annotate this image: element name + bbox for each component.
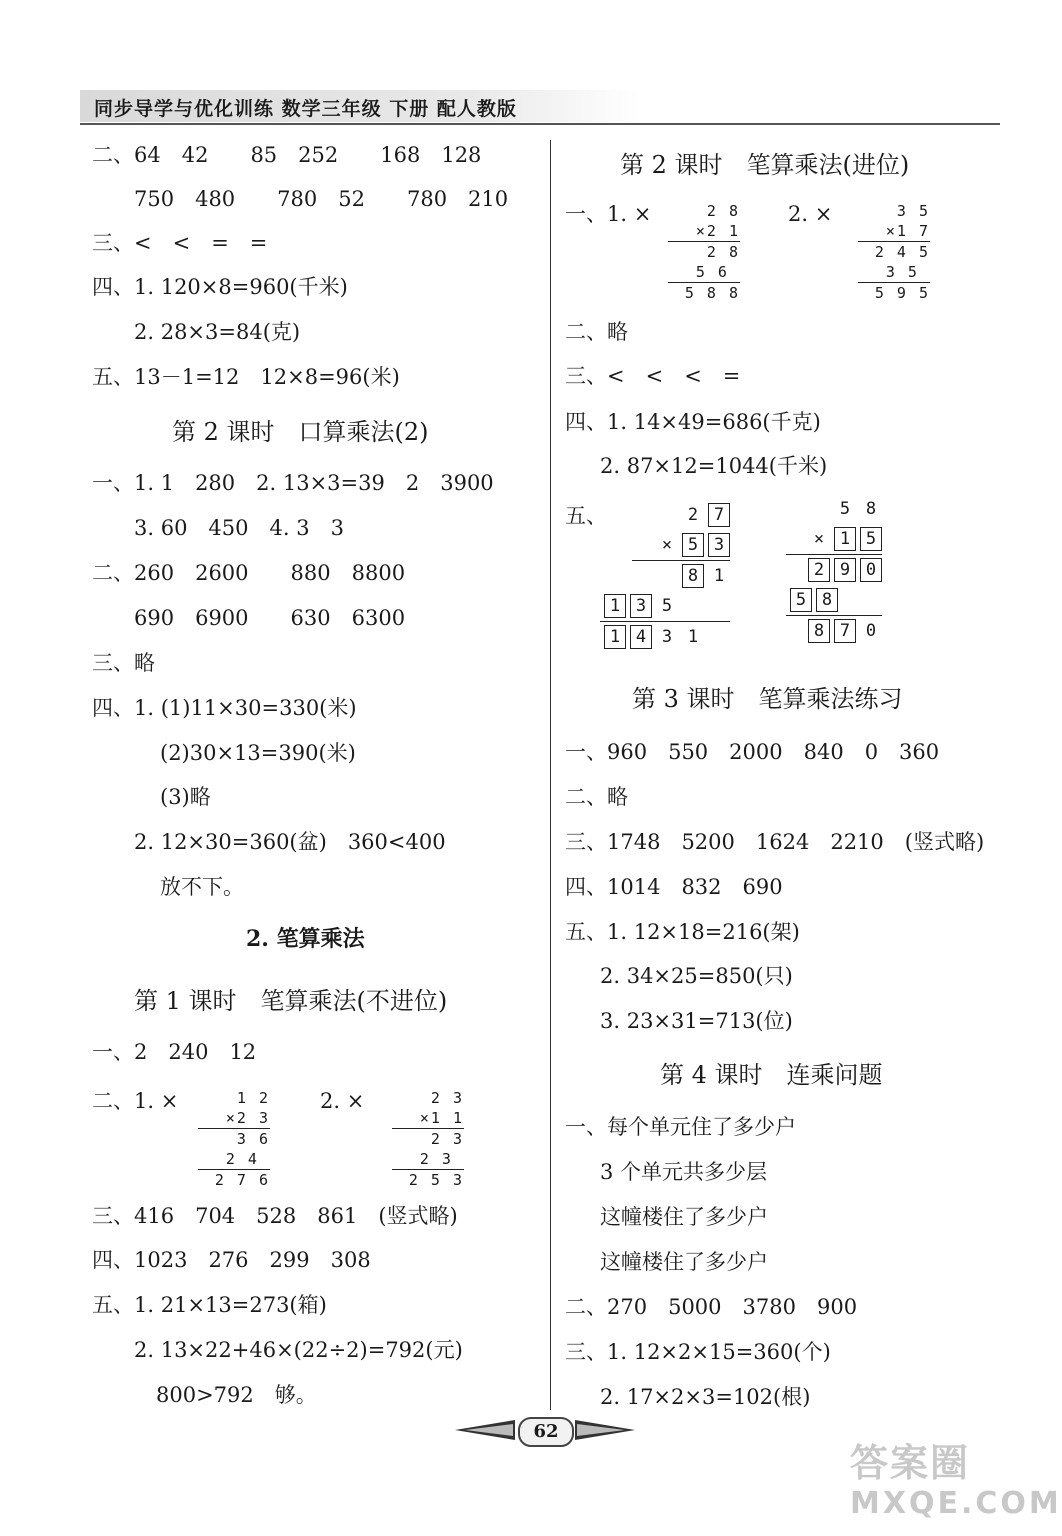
answer-line: 五、1. 12×18=216(架) [565, 920, 800, 944]
watermark-url: MXQE.COM [850, 1486, 1062, 1521]
answer-line: 二、略 [565, 785, 628, 809]
answer-line: (3)略 [160, 785, 211, 809]
digit-box: 3 [630, 594, 652, 618]
multiplier: ×1 1 [419, 1109, 464, 1127]
answer-line: 一、1. 1 280 2. 13×3=39 2 3900 [92, 471, 494, 495]
column-divider [550, 140, 551, 1410]
answer-line: 二、1. × [92, 1089, 179, 1113]
watermark-logo [850, 1440, 1062, 1530]
digit-box: 8 [682, 564, 704, 588]
product: 5 8 8 [684, 284, 740, 302]
answer-line: 这幢楼住了多少户 [600, 1205, 768, 1229]
multiply-sign: × [661, 535, 673, 555]
answer-line: 三、略 [92, 651, 155, 675]
answer-line: 二、略 [565, 320, 628, 344]
multiplier: ×1 7 [885, 222, 930, 240]
multiplier: ×2 1 [695, 222, 740, 240]
lesson-heading: 第 2 课时 笔算乘法(进位) [620, 151, 910, 179]
answer-line: 三、416 704 528 861 (竖式略) [92, 1204, 458, 1228]
digit-box: 2 [808, 558, 830, 582]
lesson-heading: 第 2 课时 口算乘法(2) [172, 418, 429, 446]
answer-line: 3. 60 450 4. 3 3 [134, 516, 344, 540]
answer-line: 800>792 够。 [156, 1383, 317, 1407]
digit-box: 5 [682, 533, 704, 557]
answer-line: 四、1. 120×8=960(千米) [92, 275, 348, 299]
digit-box: 8 [808, 619, 830, 643]
answer-line: 四、1023 276 299 308 [92, 1248, 371, 1272]
digit-box: 7 [708, 503, 730, 527]
multiplier: ×2 3 [225, 1109, 270, 1127]
partial-product: 2 8 [706, 243, 740, 261]
answer-line: 2. × [320, 1089, 365, 1113]
answer-line: 2. 13×22+46×(22÷2)=792(元) [134, 1338, 463, 1362]
answer-line: 五、 [565, 504, 607, 528]
vertical-multiplication [392, 1088, 464, 1190]
digit: 3 [661, 627, 673, 647]
answer-line: 一、每个单元住了多少户 [565, 1115, 796, 1139]
answer-line: 2. 12×30=360(盆) 360<400 [134, 830, 446, 854]
header-title: 同步导学与优化训练 数学三年级 下册 配人教版 [94, 98, 517, 120]
page-number: 62 [518, 1417, 574, 1447]
answer-line: 三、1748 5200 1624 2210 (竖式略) [565, 830, 985, 854]
digit-box: 1 [604, 625, 626, 649]
digit-puzzle [600, 500, 730, 652]
digit-puzzle [786, 494, 882, 646]
digit-box: 5 [860, 527, 882, 551]
lesson-heading: 第 3 课时 笔算乘法练习 [632, 685, 903, 713]
answer-line: 四、1. 14×49=686(千克) [565, 410, 821, 434]
multiplicand: 2 8 [706, 202, 740, 220]
answer-line: (2)30×13=390(米) [160, 741, 356, 765]
partial-product: 2 3 [419, 1150, 464, 1168]
watermark-text: 答案圈 [850, 1441, 971, 1485]
digit-box: 5 [790, 588, 812, 612]
answer-line: 四、1014 832 690 [565, 875, 783, 899]
answer-line: 3. 23×31=713(位) [600, 1009, 793, 1033]
partial-product: 3 5 [885, 263, 930, 281]
partial-product: 2 3 [430, 1130, 464, 1148]
answer-line: 一、960 550 2000 840 0 360 [565, 740, 940, 764]
digit-box: 3 [708, 533, 730, 557]
digit: 0 [865, 621, 877, 641]
header-rule [80, 123, 1000, 125]
digit-box: 4 [630, 625, 652, 649]
vertical-multiplication [198, 1088, 270, 1190]
answer-line: 690 6900 630 6300 [134, 606, 406, 630]
multiplicand: 3 5 [896, 202, 930, 220]
answer-line: 2. 17×2×3=102(根) [600, 1385, 811, 1409]
answer-line: 2. 28×3=84(克) [134, 320, 301, 344]
partial-product: 2 4 [225, 1150, 270, 1168]
digit: 2 [687, 505, 699, 525]
digit-box: 9 [834, 558, 856, 582]
product: 2 7 6 [214, 1171, 270, 1189]
digit: 1 [713, 566, 725, 586]
answer-line: 三、1. 12×2×15=360(个) [565, 1340, 831, 1364]
vertical-multiplication [668, 201, 740, 303]
page-header [0, 90, 1036, 124]
answer-line: 3 个单元共多少层 [600, 1160, 768, 1184]
answer-line: 2. 34×25=850(只) [600, 964, 793, 988]
answer-line: 三、< < = = [92, 231, 268, 255]
lesson-heading: 第 1 课时 笔算乘法(不进位) [134, 987, 448, 1015]
digit-box: 0 [860, 558, 882, 582]
digit: 8 [865, 499, 877, 519]
digit: 5 [661, 596, 673, 616]
multiplicand: 2 3 [430, 1089, 464, 1107]
section-title: 2. 笔算乘法 [246, 926, 365, 952]
vertical-multiplication [858, 201, 930, 303]
answer-line: 2. × [788, 202, 833, 226]
multiply-sign: × [813, 529, 825, 549]
answer-line: 750 480 780 52 780 210 [134, 187, 509, 211]
answer-line: 一、1. × [565, 202, 652, 226]
partial-product: 3 6 [236, 1130, 270, 1148]
answer-line: 四、1. (1)11×30=330(米) [92, 696, 357, 720]
answer-line: 一、2 240 12 [92, 1040, 257, 1064]
answer-line: 二、270 5000 3780 900 [565, 1295, 858, 1319]
product: 2 5 3 [408, 1171, 464, 1189]
digit: 1 [687, 627, 699, 647]
answer-line: 五、1. 21×13=273(箱) [92, 1293, 327, 1317]
answer-line: 三、< < < = [565, 364, 741, 388]
answer-line: 二、64 42 85 252 168 128 [92, 143, 482, 167]
digit-box: 8 [816, 588, 838, 612]
answer-line: 2. 87×12=1044(千米) [600, 454, 828, 478]
digit-box: 1 [834, 527, 856, 551]
partial-product: 2 4 5 [874, 243, 930, 261]
product: 5 9 5 [874, 284, 930, 302]
partial-product: 5 6 [695, 263, 740, 281]
digit-box: 7 [834, 619, 856, 643]
multiplicand: 1 2 [236, 1089, 270, 1107]
answer-line: 放不下。 [160, 875, 244, 899]
answer-line: 五、13－1=12 12×8=96(米) [92, 365, 400, 389]
answer-line: 这幢楼住了多少户 [600, 1250, 768, 1274]
digit: 5 [839, 499, 851, 519]
answer-line: 二、260 2600 880 8800 [92, 561, 406, 585]
lesson-heading: 第 4 课时 连乘问题 [660, 1061, 883, 1089]
digit-box: 1 [604, 594, 626, 618]
